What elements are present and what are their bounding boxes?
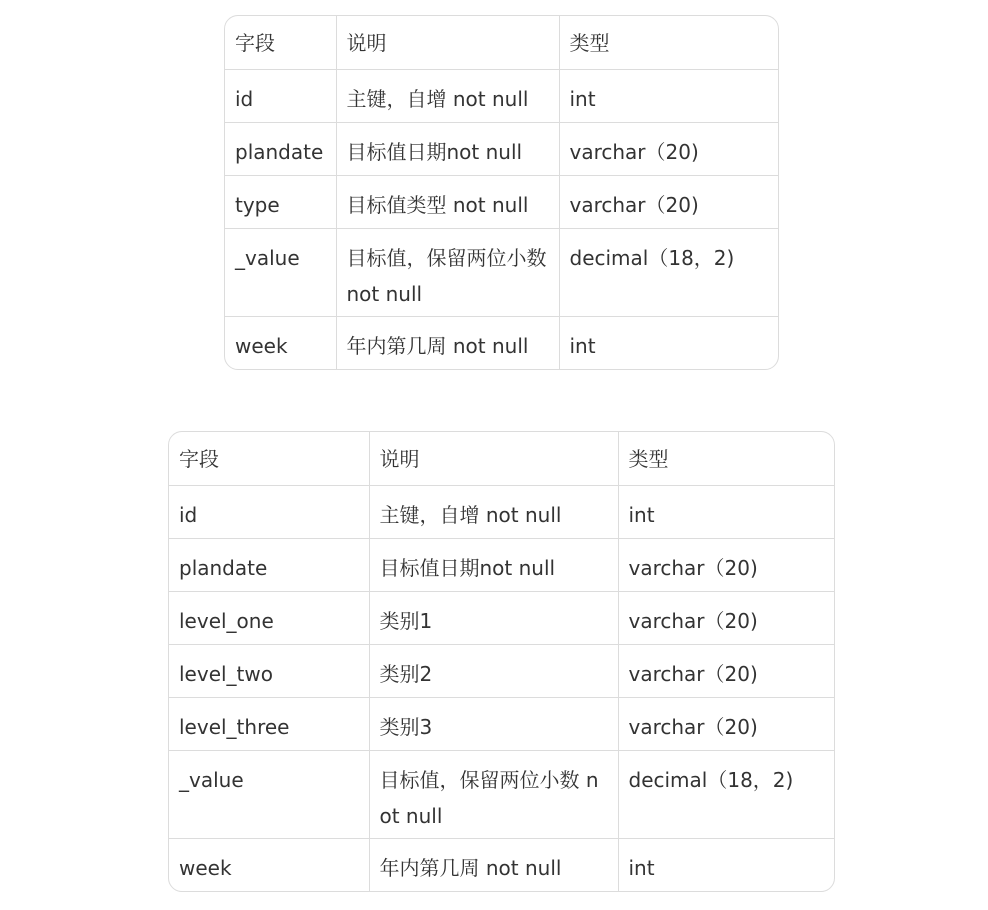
field-table-1 [224,15,779,370]
table-row [225,122,778,175]
field-cell: week [169,838,369,891]
field-cell: level_two [169,644,369,697]
header-description: 说明 [336,16,559,69]
header-type: 类型 [618,432,834,485]
description-cell: 目标值日期not null [336,122,559,175]
table-header-row [169,432,834,485]
description-cell: 年内第几周 not null [369,838,618,891]
table-row [225,69,778,122]
type-cell: int [569,333,596,358]
type-cell: varchar（20) [618,591,834,644]
field-cell: type [225,175,336,228]
field-cell: _value [225,228,336,316]
table-row [169,485,834,538]
header-type: 类型 [559,16,778,69]
field-cell: id [169,485,369,538]
field-cell: _value [169,750,369,838]
table-grid [225,16,778,369]
table-row [225,316,778,369]
description-cell: 主键，自增 not null [369,485,618,538]
table-row [225,175,778,228]
header-description: 说明 [369,432,618,485]
description-cell: 目标值，保留两位小数 not null [369,750,618,838]
type-cell: int [559,69,778,122]
table-row [169,591,834,644]
header-field: 字段 [225,16,336,69]
table-row [225,228,778,316]
description-cell: 目标值日期not null [369,538,618,591]
type-cell: int [618,485,834,538]
type-cell: int [628,855,655,880]
table-row [169,644,834,697]
field-cell: level_one [169,591,369,644]
type-cell: varchar（20) [559,122,778,175]
type-cell: varchar（20) [618,538,834,591]
type-cell: decimal（18，2) [618,750,834,838]
description-cell: 目标值类型 not null [336,175,559,228]
field-table-2 [168,431,835,892]
field-cell: level_three [169,697,369,750]
table-grid [169,432,834,891]
field-cell: week [225,316,336,369]
description-cell: 类别3 [369,697,618,750]
field-cell: plandate [169,538,369,591]
description-cell: 类别1 [369,591,618,644]
description-cell: 年内第几周 not null [336,316,559,369]
type-cell: varchar（20) [618,644,834,697]
description-cell: 主键，自增 not null [336,69,559,122]
table-row [169,538,834,591]
description-cell: 类别2 [369,644,618,697]
type-cell: decimal（18，2) [559,228,778,316]
type-cell: varchar（20) [618,697,834,750]
field-cell: id [225,69,336,122]
table-row [169,697,834,750]
type-cell: varchar（20) [559,175,778,228]
description-cell: 目标值，保留两位小数 not null [336,228,559,316]
table-header-row [225,16,778,69]
field-cell: plandate [225,122,336,175]
table-row [169,838,834,891]
header-field: 字段 [169,432,369,485]
table-row [169,750,834,838]
